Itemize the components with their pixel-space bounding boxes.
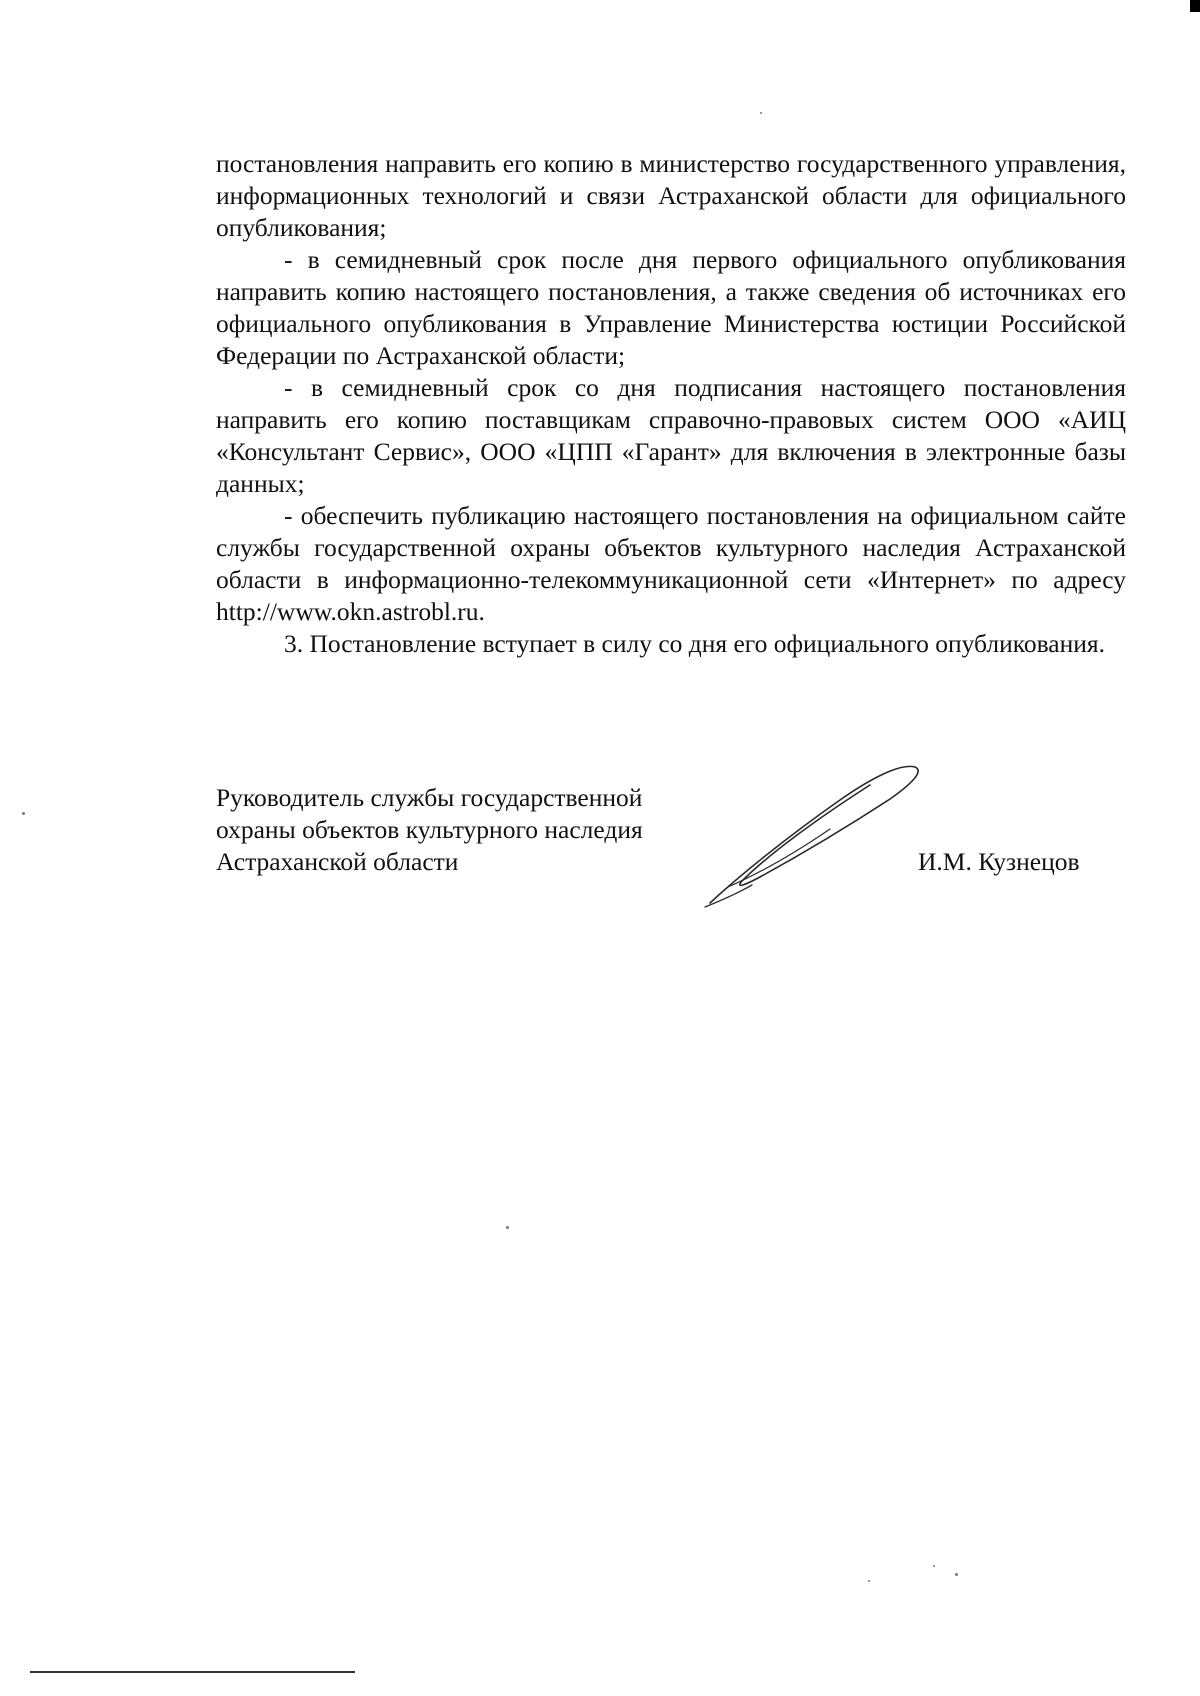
paragraph-legal-systems: - в семидневный срок со дня подписания настоящего постановления направить его копию поставщикам справочно-правовых систем ООО «АИЦ «Консультант Сервис», ООО «ЦПП «Гарант» для включения в электронные базы данных;	[216, 373, 1126, 498]
handwritten-signature	[700, 755, 930, 915]
scan-speck	[506, 1226, 509, 1229]
position-line-2: охраны объектов культурного наследия	[216, 815, 643, 844]
paragraph-website-publication: - обеспечить публикацию настоящего постановления на официальном сайте службы государственной охраны объектов культурного наследия Астраханской области в информационно-телекоммуникационной сети «Интернет» по адресу http://www.okn.astrobl.ru.	[216, 501, 1126, 626]
paragraph-continuation: постановления направить его копию в министерство государственного управления, информационных технологий и связи Астраханской области для официального опубликования;	[216, 149, 1126, 242]
scan-corner-mark	[1190, 0, 1200, 12]
document-body	[216, 148, 1126, 660]
paragraph-effective-date: 3. Постановление вступает в силу со дня его официального опубликования.	[284, 629, 1105, 658]
scan-speck	[760, 112, 762, 114]
scan-speck	[22, 812, 25, 815]
scan-speck	[955, 1573, 958, 1576]
signer-name: И.М. Кузнецов	[918, 847, 1080, 876]
footer-rule	[30, 1671, 355, 1673]
scan-speck	[868, 1580, 870, 1582]
paragraph-publication-copy: - в семидневный срок после дня первого официального опубликования направить копию настоящего постановления, а также сведения об источниках его официального опубликования в Управление Министерства юстиции Российской Федерации по Астраханской области;	[216, 245, 1126, 370]
signatory-position	[216, 782, 716, 878]
position-line-3: Астраханской области	[216, 847, 459, 876]
scan-speck	[933, 1565, 935, 1567]
position-line-1: Руководитель службы государственной	[216, 783, 643, 812]
